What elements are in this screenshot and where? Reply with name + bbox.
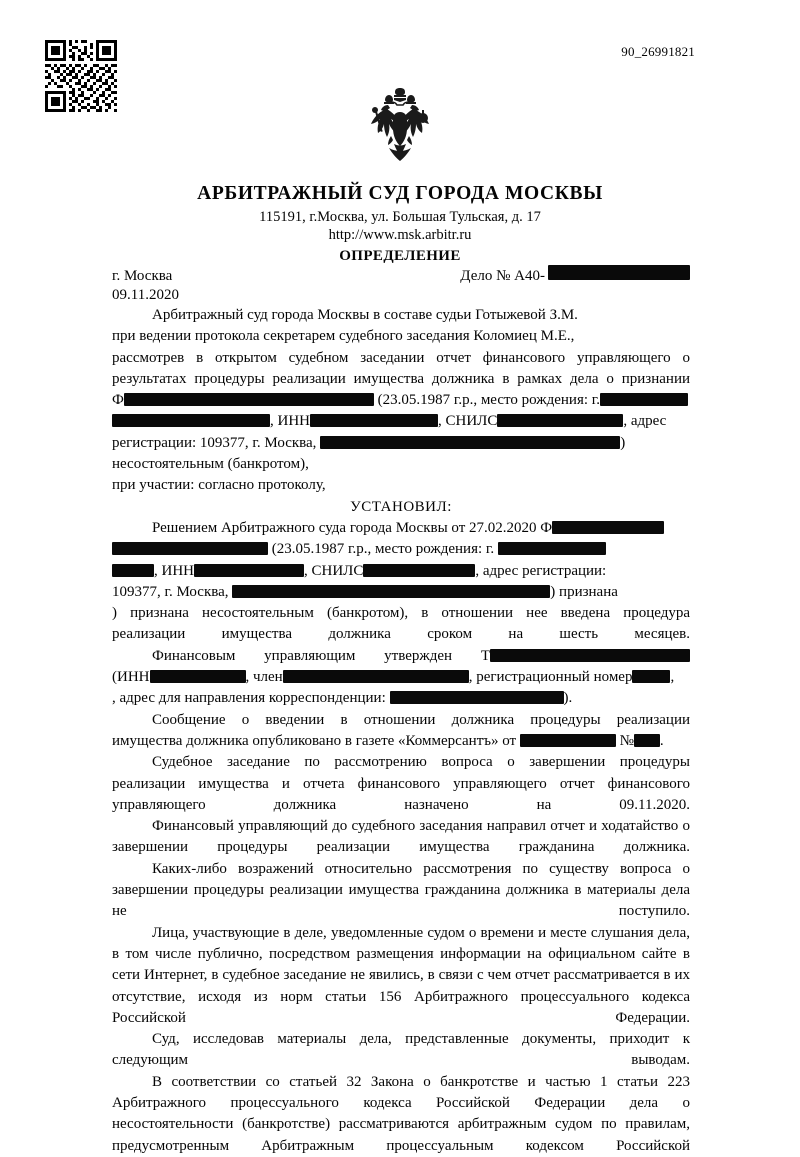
paragraph-debtor-line-1: [112, 390, 690, 411]
redaction-inn: [310, 414, 438, 427]
redaction-decision-birthplace: [498, 542, 606, 555]
court-address: 115191, г.Москва, ул. Большая Тульская, д. 17: [259, 209, 541, 225]
paragraph-no-objections: Каких-либо возражений относительно рассмотрения по существу вопроса о завершении процедуры реализации имущества гражданина должника в материалы дела не поступило.: [112, 860, 690, 920]
paragraph-decision-line-2: [112, 539, 690, 560]
document-meta: [112, 265, 690, 304]
paragraph-manager-line-2: (ИНН , член , регистрационный номер ,: [112, 669, 675, 686]
redaction-publication-number: [634, 734, 660, 747]
redaction-case-number: [548, 265, 690, 280]
snils-label: , СНИЛС: [438, 413, 498, 430]
redaction-decision-inn: [194, 564, 304, 577]
paragraph-subject: [112, 348, 690, 391]
redaction-birthplace: [600, 393, 688, 406]
paragraph-participants: при участии: согласно протоколу,: [112, 477, 326, 494]
paragraph-notification: Лица, участвующие в деле, уведомленные судом о времени и месте слушания дела, в том числе публично, посредством размещения информации на официальном сайте в сети Интернет, в судебное заседание не явились, в связи с чем отчет рассматривается в их отсутствие, исходя из норм статьи 156 Арбитражного процессуального кодекса Российской Федерации.: [112, 924, 690, 1026]
paragraph-manager-line-1: [112, 646, 690, 667]
debtor-initial: Ф: [112, 392, 124, 409]
paragraph-manager-line-3: [112, 688, 690, 709]
paragraph-manager-report: Финансовый управляющий до судебного заседания направил отчет и ходатайство о завершении процедуры реализации имущества гражданина должника.: [112, 818, 690, 856]
redaction-decision-birthplace-2: [112, 564, 154, 577]
paragraph-judge: Арбитражный суд города Москвы в составе судьи Готыжевой З.М.: [152, 307, 578, 323]
russian-coat-of-arms-icon: [0, 88, 800, 181]
manager-inn-label: (ИНН: [112, 669, 150, 686]
court-header: [0, 183, 800, 265]
manager-close-paren: ).: [563, 690, 573, 707]
paragraph-hearing: Судебное заседание по рассмотрению вопроса о завершении процедуры реализации имущества и отчета финансового управляющего отчет финансового управляющего должника назначено на 09.11.2020.: [112, 754, 690, 813]
paragraph-secretary: при ведении протокола секретарем судебного заседания Коломиец М.Е.,: [112, 328, 575, 345]
decision-birth: (23.05.1987 г.р., место рождения: г.: [271, 541, 495, 558]
case-number-label: Дело № А40-: [460, 268, 545, 284]
redaction-manager-name: [490, 649, 690, 662]
manager-correspondence-label: , адрес для направления корреспонденции:: [112, 690, 386, 707]
redaction-manager-address: [390, 691, 564, 704]
inn-label: , ИНН: [270, 413, 310, 430]
redaction-debtor-name: [124, 393, 374, 406]
redaction-snils: [497, 414, 623, 427]
paragraph-publication-line-2: имущества должника опубликовано в газете «Коммерсантъ» от № .: [112, 732, 664, 749]
redaction-manager-regnum: [632, 670, 670, 683]
paragraph-decision-line-3: , ИНН , СНИЛС , адрес регистрации:: [112, 561, 690, 582]
paragraph-decision-line-4: 109377, г. Москва, ) признана: [112, 583, 618, 600]
redaction-address: [320, 436, 620, 449]
document-number: 90_26991821: [621, 44, 695, 59]
document-body: [112, 305, 690, 1157]
heading-ustanovil: УСТАНОВИЛ:: [350, 498, 452, 515]
manager-regnum-label: , регистрационный номер: [468, 669, 633, 686]
paragraph-debtor-line-2: , ИНН , СНИЛС , адрес: [112, 411, 690, 432]
publication-number-label: №: [619, 732, 634, 749]
city-label: г. Москва: [112, 268, 173, 284]
paragraph-decision-result: ) признана несостоятельным (банкротом), в отношении нее введена процедура реализации имущества должника сроком на шесть месяцев.: [112, 605, 690, 643]
redaction-decision-address: [232, 585, 550, 598]
manager-text: Финансовым управляющим утвержден Т: [152, 647, 490, 664]
court-website: http://www.msk.arbitr.ru: [328, 227, 472, 243]
manager-member-label: , член: [245, 669, 283, 686]
paragraph-court-conclusion: Суд, исследовав материалы дела, представленные документы, приходит к следующим выводам.: [112, 1031, 690, 1069]
decision-inn-label: , ИНН: [154, 562, 194, 579]
paragraph-subject-text: рассмотрев в открытом судебном заседании отчет финансового управляющего о результатах процедуры реализации имущества должника в рамках дела о признании: [112, 349, 690, 387]
redaction-decision-name-2: [112, 542, 268, 555]
court-name: АРБИТРАЖНЫЙ СУД ГОРОДА МОСКВЫ: [197, 183, 603, 204]
redaction-manager-inn: [150, 670, 246, 683]
redaction-decision-name: [552, 521, 664, 534]
paragraph-decision-line-1: [112, 518, 690, 539]
document-date: 09.11.2020: [112, 287, 179, 303]
decision-snils-label: , СНИЛС: [304, 562, 364, 579]
document-type: ОПРЕДЕЛЕНИЕ: [339, 248, 461, 264]
paragraph-debtor-status: несостоятельным (банкротом),: [112, 456, 309, 473]
paragraph-debtor-line-3: регистрации: 109377, г. Москва, ): [112, 434, 626, 451]
debtor-birth: (23.05.1987 г.р., место рождения: г.: [377, 392, 600, 409]
redaction-publication-date: [520, 734, 616, 747]
paragraph-legal-basis: В соответствии со статьей 32 Закона о банкротстве и частью 1 статьи 223 Арбитражного процессуального кодекса Российской Федерации дела о несостоятельности (банкротстве) рассматриваются арбитражным судом по правилам, предусмотренным Арбитражным процессуальным кодексом Российской: [112, 1073, 690, 1154]
redaction-manager-sro: [283, 670, 469, 683]
decision-text: Решением Арбитражного суда города Москвы от 27.02.2020 Ф: [152, 519, 553, 536]
redaction-decision-snils: [363, 564, 475, 577]
redaction-birthplace-2: [112, 414, 270, 427]
paragraph-publication-line-1: Сообщение о введении в отношении должника процедуры реализации: [152, 711, 690, 728]
